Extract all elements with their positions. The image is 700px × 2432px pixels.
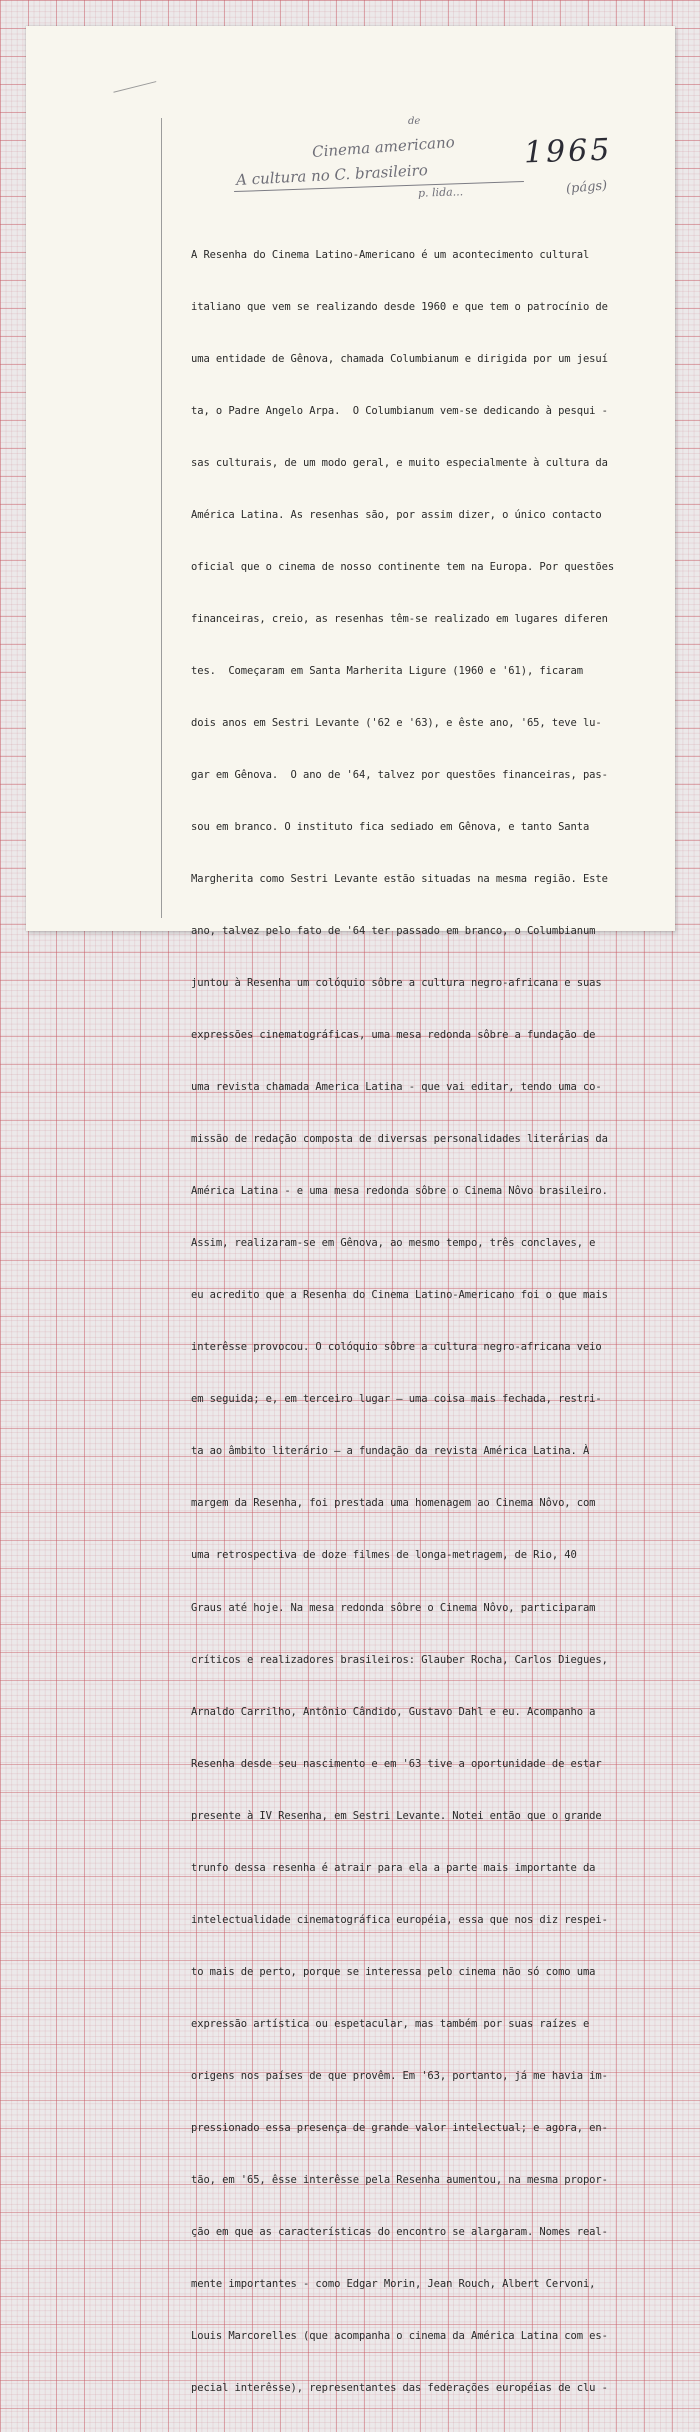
text-line: uma retrospectiva de doze filmes de longa-metragem, de Rio, 40 bbox=[191, 1549, 577, 1562]
text-line: margem da Resenha, foi prestada uma homenagem ao Cinema Nôvo, com bbox=[191, 1497, 596, 1510]
text-line: gar em Gênova. O ano de '64, talvez por questões financeiras, pas- bbox=[191, 769, 608, 781]
text-line: ano, talvez pelo fato de '64 ter passado em branco, o Columbianum bbox=[191, 925, 596, 938]
text-line: América Latina - e uma mesa redonda sôbre o Cinema Nôvo brasileiro. bbox=[191, 1185, 608, 1198]
text-line: América Latina. As resenhas são, por assim dizer, o único contacto bbox=[191, 508, 602, 521]
text-line: tão, em '65, êsse interêsse pela Resenha aumentou, na mesma propor- bbox=[191, 2173, 608, 2186]
text-line: origens nos países de que provêm. Em '63, portanto, já me havia im- bbox=[191, 2069, 608, 2082]
text-line: pecial interêsse), representantes das federações européias de clu - bbox=[191, 2381, 608, 2394]
text-line: expressão artística ou espetacular, mas também por suas raízes e bbox=[191, 2017, 590, 2030]
text-line: Arnaldo Carrilho, Antônio Cândido, Gustavo Dahl e eu. Acompanho a bbox=[191, 1705, 596, 1718]
text-line: presente à IV Resenha, em Sestri Levante. Notei então que o grande bbox=[191, 1809, 602, 1822]
text-line: dois anos em Sestri Levante ('62 e '63), e êste ano, '65, teve lu- bbox=[191, 716, 602, 729]
handwritten-side-note: (págs) bbox=[565, 178, 608, 197]
text-line: ção em que as características do encontro se alargaram. Nomes real- bbox=[191, 2225, 608, 2238]
handwritten-title-line1: Cinema americano bbox=[311, 133, 456, 161]
text-line: trunfo dessa resenha é atrair para ela a parte mais importante da bbox=[191, 1861, 596, 1874]
document-page bbox=[26, 26, 675, 2394]
text-line: interêsse provocou. O colóquio sôbre a cultura negro-africana veio bbox=[191, 1341, 602, 1354]
text-line: uma revista chamada America Latina - que vai editar, tendo uma co- bbox=[191, 1081, 602, 1094]
pencil-corner-mark bbox=[113, 81, 162, 118]
text-line: mente importantes - como Edgar Morin, Jean Rouch, Albert Cervoni, bbox=[191, 2277, 596, 2290]
text-line: financeiras, creio, as resenhas têm-se realizado em lugares diferen bbox=[191, 612, 608, 625]
handwritten-year: 1965 bbox=[523, 132, 613, 171]
text-line: to mais de perto, porque se interessa pelo cinema não só como uma bbox=[191, 1965, 596, 1978]
text-line: Louis Marcorelles (que acompanha o cinema da América Latina com es- bbox=[191, 2329, 608, 2342]
handwritten-insert: de bbox=[408, 116, 421, 127]
text-line: sou em branco. O instituto fica sediado em Gênova, e tanto Santa bbox=[191, 821, 590, 834]
text-line: pressionado essa presença de grande valor intelectual; e agora, en- bbox=[191, 2121, 608, 2134]
handwritten-title-line2: A cultura no C. brasileiro bbox=[235, 160, 429, 190]
text-line: ta, o Padre Angelo Arpa. O Columbianum vem-se dedicando à pesqui - bbox=[191, 404, 608, 417]
typed-body-text bbox=[191, 212, 671, 2432]
text-line: em seguida; e, em terceiro lugar — uma coisa mais fechada, restri- bbox=[191, 1393, 602, 1406]
text-line: críticos e realizadores brasileiros: Glauber Rocha, Carlos Diegues, bbox=[191, 1653, 608, 1666]
text-line: tes. Começaram em Santa Marherita Ligure (1960 e '61), ficaram bbox=[191, 664, 583, 677]
text-line: italiano que vem se realizando desde 1960 e que tem o patrocínio de bbox=[191, 300, 608, 313]
text-line: Margherita como Sestri Levante estão situadas na mesma região. Este bbox=[191, 873, 608, 886]
margin-rule bbox=[161, 118, 162, 918]
text-line: uma entidade de Gênova, chamada Columbianum e dirigida por um jesuí bbox=[191, 352, 608, 365]
text-line: ta ao âmbito literário — a fundação da revista América Latina. À bbox=[191, 1445, 590, 1458]
text-line: oficial que o cinema de nosso continente tem na Europa. Por questões bbox=[191, 560, 615, 573]
handwritten-title-line3: p. lida... bbox=[417, 185, 464, 200]
text-line: Graus até hoje. Na mesa redonda sôbre o Cinema Nôvo, participaram bbox=[191, 1601, 596, 1614]
text-line: eu acredito que a Resenha do Cinema Latino-Americano foi o que mais bbox=[191, 1289, 608, 1302]
text-line: missão de redação composta de diversas personalidades literárias da bbox=[191, 1133, 608, 1146]
text-line: A Resenha do Cinema Latino-Americano é um acontecimento cultural bbox=[191, 248, 590, 261]
text-line: sas culturais, de um modo geral, e muito especialmente à cultura da bbox=[191, 456, 608, 469]
text-line: expressões cinematográficas, uma mesa redonda sôbre a fundação de bbox=[191, 1029, 596, 1042]
text-line: juntou à Resenha um colóquio sôbre a cultura negro-africana e suas bbox=[191, 977, 602, 990]
text-line: Resenha desde seu nascimento e em '63 tive a oportunidade de estar bbox=[191, 1757, 602, 1770]
text-line: intelectualidade cinematográfica européia, essa que nos diz respei- bbox=[191, 1913, 608, 1926]
text-line: Assim, realizaram-se em Gênova, ao mesmo tempo, três conclaves, e bbox=[191, 1237, 596, 1250]
